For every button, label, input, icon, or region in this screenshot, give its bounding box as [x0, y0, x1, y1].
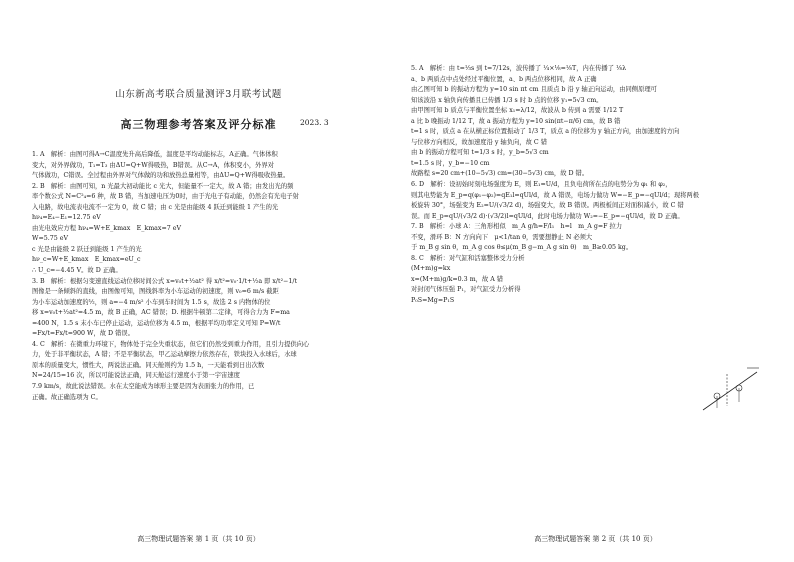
solution-line: a 比 b 晚振动 1/12 T，故 a 振动方程为 y=10 sin(πt−π/6) cm，故 B 错 [411, 117, 621, 125]
solution-line: 8. C 解析：对气缸和活塞整体受力分析 [411, 254, 525, 262]
solution-line: =400 N，1.5 s 末小车已停止运动，运动位移为 4.5 m，根据平均功率定义可知 P=W/t [32, 319, 281, 327]
solution-line: 6. D 解析：设初始时刻电场强度为 E，则 E₁=U/d，且负电荷所在点的电势分为 φ₁ 和 φ₂， [411, 181, 672, 189]
solution-line: 图像是一条倾斜的直线，由图像可知，图线斜率为小车运动的初速度，则 v₀=6 m/s 截距 [32, 288, 279, 296]
solution-line: ∴ U_c=−4.45 V。故 D 正确。 [32, 267, 122, 275]
solution-line: =Fx/t=Fx/t=900 W，故 D 错误。 [32, 330, 135, 338]
solution-line: 板旋转 30°，场强变为 E₂=U/(√3/2 d)，场强变大，故 B 错误。两极板间正对面积减小，故 C 错 [411, 202, 684, 210]
solution-line: 力，处于非平衡状态，A 错；不是平衡状态，甲乙运动摩擦力依然存在，铁块投入水球后，水球 [32, 351, 297, 359]
solution-line: P₀S=Mg=P₁S [411, 297, 455, 305]
solution-line: t=1.5 s 时，y_b=−10 cm [411, 159, 490, 167]
solution-line: 为小车运动加速度的½，则 a=−4 m/s² 小车到车时间为 1.5 s，故选 2 s 内物体的位 [32, 298, 271, 306]
exam-title: 山东新高考联合质量测评3月联考试题 [115, 89, 282, 100]
left-solutions [32, 150, 383, 403]
solution-line: 3. B 解析：根据匀变速直线运动位移时间公式 x=v₀t+½at² 得 x/t²=v₀·1/t+½a 即 x/t²−1/t [32, 277, 298, 285]
right-solutions [411, 64, 760, 307]
solution-line: 由 b 的振动方程可知 t=1/3 s 时，y_b=5√3 cm [411, 149, 549, 157]
solution-line: 对封闭气体压强 P₁，对气缸受力分析得 [411, 286, 521, 294]
solution-line: a、b 两质点中点处经过平衡位置，a、b 两点位移相同，故 A 正确 [411, 75, 597, 83]
solution-line: 5. A 解析：由 t=⅓s 到 t=7/12s，波传播了 ¼×⅛=⅛T，内在传播了 ⅛λ [411, 65, 627, 72]
page-right [397, 0, 794, 562]
exam-date: 2023. 3 [300, 118, 329, 127]
answer-title: 高三物理参考答案及评分标准 [120, 118, 277, 131]
solution-line: t=1 s 时，质点 a 在从横正标位置振动了 1/3 T，质点 a 的位移为 y 轴正方向，由加速度的方向 [411, 128, 680, 136]
solution-line: hν₄=E₄−E₁=12.75 eV [32, 214, 101, 222]
solution-line: 气体做功，C错误。全过程由外界对气体做的功和放热总量相等，由ΔU=Q+W得吸收热量。 [32, 172, 290, 180]
solution-line: 率个数公式 N=C²₄=6 种，故 B 错，当加速电压为0时，由于光电子有动能，仍然会有光电子射 [32, 193, 299, 201]
solution-line: 原本的质量变大，惯性大，两说法正确。同天舱则约为 1.5 h，一天能看到日出次数 [32, 361, 265, 369]
page-footer-left: 高三物理试题答案 第 1 页（共 10 页） [137, 535, 260, 543]
solution-line: W=5.75 eV [32, 235, 69, 243]
solution-line: 正确。故正确选项为 C。 [32, 393, 102, 401]
solution-line: 误。而 E_p=qU/(√3/2 d)·(√3/2)l=qUl/d，此时电场力做功 W₂=−E_p=−qUl/d，故 D 正确。 [411, 212, 684, 220]
solution-line: 移 x=v₀t+½at²=4.5 m，故 B 正确，AC 错误；D. 根据牛顿第二定律，可得合力为 F=ma [32, 309, 290, 317]
solution-line: 7.9 km/s，故此说法错误。水在太空能成为球形主要是因为表面张力的作用，已 [32, 383, 255, 391]
page-footer-right: 高三物理试题答案 第 2 页（共 10 页） [534, 535, 657, 543]
solution-line: x=(M+m)g/k=0.3 m，故 A 错 [411, 275, 504, 283]
solution-line: (M+m)g=kx [411, 265, 451, 273]
incline-diagram [697, 366, 763, 412]
solution-line: 与位移方向相反，故加速度沿 y 轴负向，故 C 错 [411, 138, 548, 146]
solution-line: 由乙图可知 b 的振动方程为 y=10 sin πt cm 且质点 b 沿 y 轴正向运动，由同侧原理可 [411, 86, 657, 94]
solution-line: 2. B 解析：由图可知，n 光最大初动能比 c 光大，但能量不一定大，故 A 错；由发出光的频 [32, 182, 294, 190]
solution-line: 故路程 s=20 cm+(10−5√3) cm=(30−5√3) cm，故 D 错。 [411, 170, 589, 178]
solution-line: 则其电势能为 E_p=q(φ₁−φ₂)=qE₁l=qUl/d，故 A 错误，电场力做功 W=−E_p=−qUl/d；现将两极 [411, 191, 700, 199]
solution-line: 不变，滑环 B：N 方向向下 μ<1/tan θ，需要想静止 N 必须大 [411, 233, 593, 241]
solution-line: 于 m_B g sin θ，m_A g cos θ≤μ(m_B g−m_A g sin θ) m_B≥0.05 kg。 [411, 244, 633, 252]
solution-line: 由甲图可知 b 质点与平衡位置坐标 x₁=λ/12，故波从 b 传到 a 需要 1/12 T [411, 107, 624, 115]
solution-line: 1. A 解析：由图可得A→C温度先升高后降低，温度是平均动能标志，A正确。气体体积 [32, 151, 278, 158]
solution-line: hν_c=W+E_kmax E_kmax=eU_c [32, 256, 141, 264]
solution-line: 知该波沿 x 轴负向传播且已传播 1/3 s 时 b 点的位移 y₁=5√3 cm。 [411, 96, 603, 104]
solution-line: 变大，对外界做功，T₁=T₃ 由ΔU=Q+W得吸热，B错误。从C→A，体积变小，外界对 [32, 161, 275, 169]
solution-line: N=24/15=16 次，所以可能说法正确，同天舱运行速度小于第一宇宙速度 [32, 372, 240, 380]
solution-line: c 光是由能级 2 跃迁到能级 1 产生的光 [32, 245, 142, 253]
solution-line: 4. C 解析：在微重力环境下，物体处于完全失重状态，但它们仍然受到重力作用，且引力提供向心 [32, 340, 310, 348]
solution-line: 由光电效应方程 hν₄=W+E_kmax E_kmax=7 eV [32, 224, 182, 232]
solution-line: 7. B 解析：小球 A：三角形相似 m_A g/h=F/l₁ h=l m_A g=F 拉力 [411, 223, 623, 231]
solution-line: 入电路，故电流表电流不一定为 0，故 C 错；由 c 光是由能级 4 跃迁到能级 1 产生的光 [32, 203, 279, 211]
